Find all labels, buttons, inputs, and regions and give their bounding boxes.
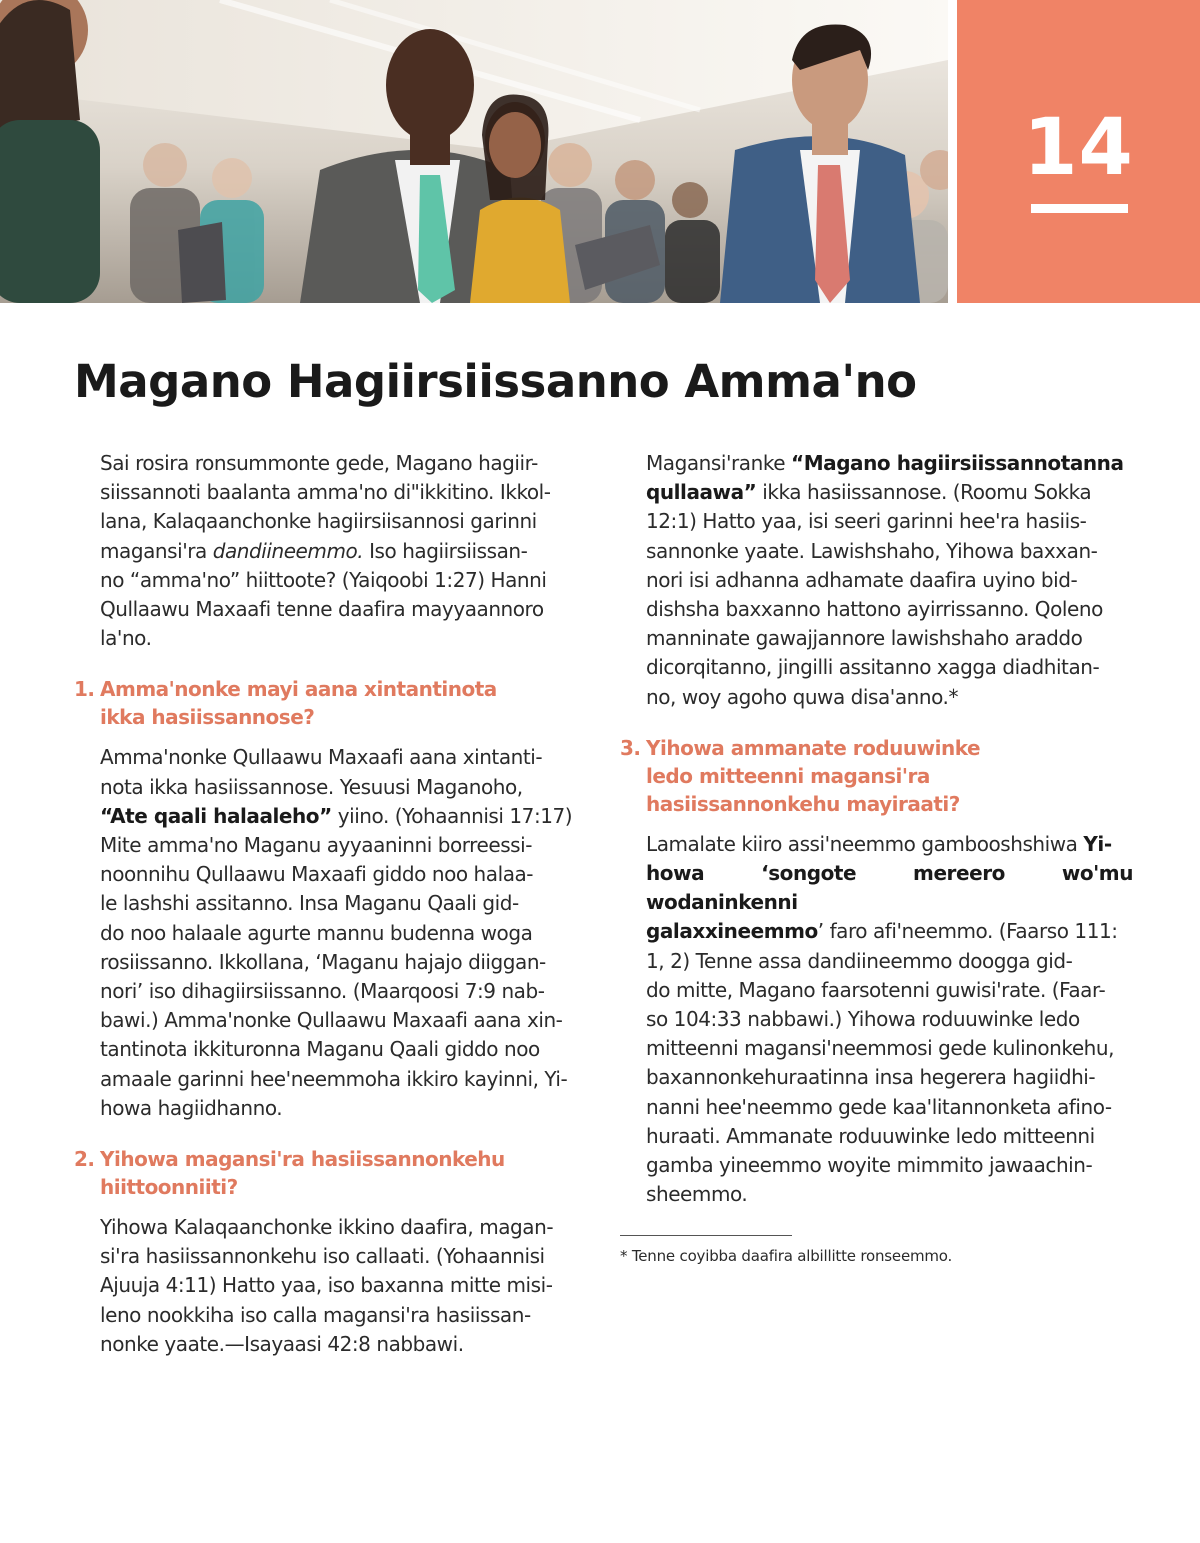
page-title: Magano Hagiirsiissanno Amma'no xyxy=(74,355,917,408)
question-2-heading: 2. Yihowa magansi'ra hasiissannonkehu hiittoonniiti? xyxy=(74,1147,505,1200)
question-3-heading: 3. Yihowa ammanate roduuwinke ledo mitteenni magansi'ra hasiissannonkehu mayiraati? xyxy=(620,735,981,816)
chapter-underline xyxy=(1031,204,1128,213)
question-1-answer: Amma'nonke Qullaawu Maxaafi aana xintanti- nota ikka hasiissannose. Yesuusi Maganoho, “Ate qaali halaaleho” yiino. (Yohaannisi 17:17) Mite amma'no Maganu ayyaaninni borreessi- noonnihu Qullaawu Maxaafi giddo noo halaa- le lashshi assitanno. Insa Maganu Qaali gid- do noo halaale agurte mannu budenna woga rosiissanno. Ikkollana, ‘Maganu hajajo diiggan- nori’ iso dihagiirsiissanno. (Maarqoosi 7:9 nab- bawi.) Amma'nonke Qullaawu Maxaafi aana xin- tantinota ikkituronna Maganu Qaali giddo noo amaale garinni hee'neemmoha ikkiro kayinni, Yi- howa hagiidhanno. xyxy=(100,745,573,1120)
footnote: * Tenne coyibba daafira albillitte ronseemmo. xyxy=(620,1247,953,1266)
chapter-number: 14 xyxy=(1023,103,1134,193)
hero-photo xyxy=(0,0,948,303)
question-2-answer: Yihowa Kalaqaanchonke ikkino daafira, magan- si'ra hasiissannonkehu iso callaati. (Yohaannisi Ajuuja 4:11) Hatto yaa, iso baxanna mitte misi- leno nookkiha iso calla magansi'ra hasiissan- nonke yaate.—Isayaasi 42:8 nabbawi. xyxy=(100,1215,554,1356)
chapter-badge xyxy=(957,0,1200,303)
intro-paragraph: Sai rosira ronsummonte gede, Magano hagiir- siissannoti baalanta amma'no di"ikkitino. Ikkol- lana, Kalaqaanchonke hagiirsiisannosi garinni magansi'ra dandiineemmo. Iso hagiirsiissan- no “amma'no” hiittoote? (Yaiqoobi 1:27) Hanni Qullaawu Maxaafi tenne daafira mayyaannoro la'no. xyxy=(100,451,551,651)
left-column xyxy=(74,449,585,1359)
question-1-heading: 1. Amma'nonke mayi aana xintantinota ikka hasiissannose? xyxy=(74,677,497,730)
congregation-singing-image xyxy=(0,0,948,303)
footnote-divider xyxy=(620,1235,792,1236)
question-2-answer-continued: Magansi'ranke “Magano hagiirsiissannotanna qullaawa” ikka hasiissannose. (Roomu Sokka 12:1) Hatto yaa, isi seeri garinni hee'ra hasiis- sannonke yaate. Lawishshaho, Yihowa baxxan- nori isi adhanna adhamate daafira uyino bid- dishsha baxxanno hattono ayirrissanno. Qoleno manninate gawajjannore lawishshaho araddo dicorqitanno, jingilli assitanno xagga diadhitan- no, woy agoho quwa disa'anno.* xyxy=(646,451,1124,709)
right-column xyxy=(620,449,1133,1266)
question-3-answer: Lamalate kiiro assi'neemmo gambooshshiwa Yi- howa ‘songote mereero wo'mu wodaninkenni galaxxineemmo’ faro afi'neemmo. (Faarso 111: 1, 2) Tenne assa dandiineemmo doogga gid- do mitte, Magano faarsotenni guwisi'rate. (Faar- so 104:33 nabbawi.) Yihowa roduuwinke ledo mitteenni magansi'neemmosi gede kulinonkehu, baxannonkehuraatinna insa hegerera hagiidhi- nanni hee'neemmo gede kaa'litannonketa afino- huraati. Ammanate roduuwinke ledo mitteenni gamba yineemmo woyite mimmito jawaachin- sheemmo. xyxy=(646,831,1133,1207)
